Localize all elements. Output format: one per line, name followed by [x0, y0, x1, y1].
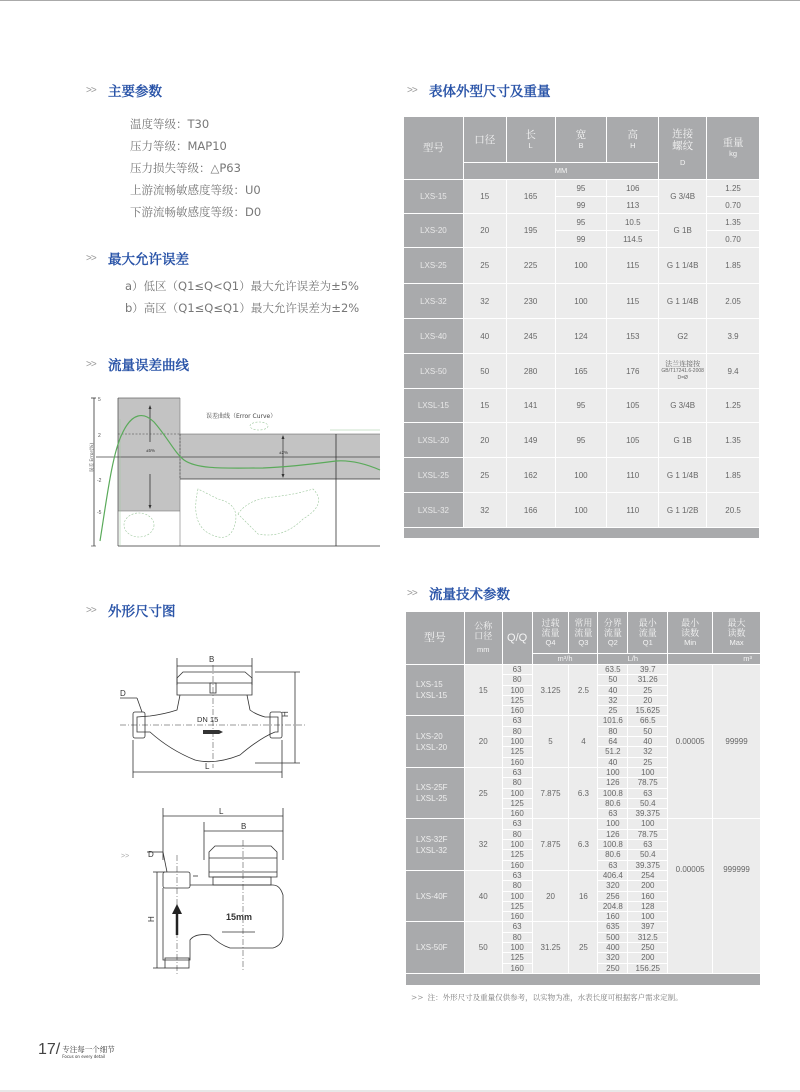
table-cell: 31.26: [628, 675, 668, 685]
table-cell: 99: [555, 197, 607, 214]
table-cell: 80: [502, 881, 532, 891]
table-cell: 78.75: [628, 778, 668, 788]
table-cell: 80: [502, 829, 532, 839]
table-cell: 1.85: [707, 458, 760, 493]
table-cell: 50: [628, 726, 668, 736]
table-cell: LXS-20: [404, 214, 464, 248]
header-thread: 连接螺纹 D: [659, 117, 707, 180]
table-cell: 100: [502, 737, 532, 747]
table-cell: 63: [628, 840, 668, 850]
table-cell: 80: [502, 932, 532, 942]
table-row: [404, 458, 760, 493]
param-item: 压力等级：MAP10: [130, 139, 227, 153]
table-cell: 100: [502, 685, 532, 695]
table-cell: 125: [502, 695, 532, 705]
table-cell: 160: [628, 891, 668, 901]
table-cell: 15: [464, 665, 502, 716]
table-cell: 397: [628, 922, 668, 932]
table-cell: 0.00005: [668, 665, 713, 819]
chevron-icon: >>: [407, 84, 417, 96]
table-cell: 162: [506, 458, 555, 493]
table-cell: 63: [502, 870, 532, 880]
table-cell: 125: [502, 798, 532, 808]
table-cell: 39.375: [628, 860, 668, 870]
table-cell: 110: [607, 493, 659, 528]
table-cell: 80.6: [598, 798, 628, 808]
table-cell: 99999: [713, 665, 761, 819]
section-error-curve: [86, 354, 189, 374]
svg-text:误差 Error(%): 误差 Error(%): [90, 442, 95, 472]
table-cell: 0.70: [707, 197, 760, 214]
footnote-text: 注：外形尺寸及重量仅供参考，以实物为准，水表长度可根据客户需求定制。: [427, 993, 683, 1002]
slogan: 专注每一个细节 Focus on every detail: [62, 1045, 115, 1059]
table-cell: G 1 1/4B: [659, 284, 707, 319]
flow-params-table: [405, 611, 761, 986]
table-cell: 25: [598, 706, 628, 716]
table-cell: 153: [607, 319, 659, 354]
table-cell: 40: [464, 870, 502, 921]
svg-text:H: H: [147, 916, 156, 922]
section-title: 流量误差曲线: [108, 358, 189, 374]
table-cell: 法兰连接按 GB/T17241.6-2008 D=Ø: [659, 354, 707, 389]
table-cell: 160: [502, 809, 532, 819]
table-row: [404, 319, 760, 354]
table-row: [406, 665, 761, 675]
table-cell: 254: [628, 870, 668, 880]
section-title: 主要参数: [108, 84, 162, 100]
dimensions-table: [403, 116, 760, 539]
table-cell: 126: [598, 829, 628, 839]
table-cell: 256: [598, 891, 628, 901]
table-cell: 50: [463, 354, 506, 389]
table-cell: 160: [502, 757, 532, 767]
table-cell: 126: [598, 778, 628, 788]
table-cell: 245: [506, 319, 555, 354]
svg-text:-2: -2: [97, 478, 102, 484]
table-cell: LXS-20 LXSL-20: [406, 716, 465, 767]
table-cell: 63: [598, 860, 628, 870]
table-cell: 20.5: [707, 493, 760, 528]
table-cell: 100: [598, 819, 628, 829]
svg-text:B: B: [241, 822, 247, 831]
table-cell: LXS-32F LXSL-32: [406, 819, 465, 870]
table-row: [404, 248, 760, 284]
svg-text:误差曲线（Error Curve）: 误差曲线（Error Curve）: [206, 413, 277, 420]
header-q1: 最小流量 Q1: [628, 612, 668, 654]
header-bore: 公称口径 mm: [464, 612, 502, 665]
table-row: [406, 819, 761, 829]
chevron-icon: >>: [86, 252, 96, 264]
table-cell: 114.5: [607, 231, 659, 248]
header-mm-unit: MM: [463, 163, 658, 180]
chevron-icon: >>: [407, 587, 417, 599]
table-cell: 113: [607, 197, 659, 214]
table-cell: 9.4: [707, 354, 760, 389]
table-cell: 0.70: [707, 231, 760, 248]
table-cell: LXS-50: [404, 354, 464, 389]
svg-text:2: 2: [98, 433, 101, 439]
table-cell: 320: [598, 953, 628, 963]
table-cell: 204.8: [598, 901, 628, 911]
header-bore: 口径: [463, 117, 506, 163]
table-cell: 63.5: [598, 665, 628, 675]
table-cell: 100: [598, 767, 628, 777]
table-cell: 39.375: [628, 809, 668, 819]
table-cell: 20: [628, 695, 668, 705]
chevron-icon: >>: [86, 84, 96, 96]
table-cell: 80: [502, 778, 532, 788]
table-cell: 115: [607, 284, 659, 319]
table-cell: 1.35: [707, 423, 760, 458]
header-model: 型号: [406, 612, 465, 665]
table-cell: LXS-15: [404, 180, 464, 214]
section-dimensions: [407, 80, 551, 100]
table-footer-bar: [406, 973, 761, 985]
table-cell: 165: [506, 180, 555, 214]
svg-text:D: D: [120, 689, 126, 698]
table-cell: 125: [502, 901, 532, 911]
table-footer-bar: [404, 528, 760, 539]
table-cell: 39.7: [628, 665, 668, 675]
table-cell: 25: [628, 685, 668, 695]
svg-text:>>: >>: [121, 853, 130, 860]
header-model: 型号: [404, 117, 464, 180]
table-cell: 20: [463, 214, 506, 248]
table-cell: 406.4: [598, 870, 628, 880]
table-cell: LXSL-15: [404, 389, 464, 423]
error-curve-svg: [88, 394, 388, 549]
table-cell: G 3/4B: [659, 389, 707, 423]
header-width: 宽 B: [555, 117, 607, 163]
table-cell: 7.875: [532, 767, 569, 818]
table-cell: LXS-40F: [406, 870, 465, 921]
section-flow-params: [407, 583, 510, 603]
table-cell: LXSL-32: [404, 493, 464, 528]
svg-text:±2%: ±2%: [279, 450, 288, 455]
table-cell: 95: [555, 214, 607, 231]
table-cell: 95: [555, 389, 607, 423]
header-weight: 重量 kg: [707, 117, 760, 180]
table-cell: LXS-40: [404, 319, 464, 354]
table-cell: 160: [502, 860, 532, 870]
table-cell: 99: [555, 231, 607, 248]
svg-text:D: D: [148, 850, 154, 859]
table-cell: 63: [502, 922, 532, 932]
table-cell: 100: [555, 458, 607, 493]
table-cell: 156.25: [628, 963, 668, 973]
table-cell: 95: [555, 180, 607, 197]
low-zone-band: [118, 398, 180, 511]
table-cell: 63: [502, 819, 532, 829]
table-cell: G 1 1/2B: [659, 493, 707, 528]
table-cell: 32: [464, 819, 502, 870]
table-cell: 78.75: [628, 829, 668, 839]
table-cell: 25: [464, 767, 502, 818]
svg-text:L: L: [205, 762, 210, 771]
table-cell: 100: [555, 284, 607, 319]
header-q4: 过载流量 Q4: [532, 612, 569, 654]
table-cell: 999999: [713, 819, 761, 973]
table-cell: 100.8: [598, 788, 628, 798]
svg-text:-5: -5: [97, 510, 102, 516]
table-cell: 63: [502, 767, 532, 777]
header-q3: 常用流量 Q3: [569, 612, 598, 654]
table-cell: G 1B: [659, 423, 707, 458]
table-cell: 106: [607, 180, 659, 197]
table-cell: 110: [607, 458, 659, 493]
table-cell: 124: [555, 319, 607, 354]
table-cell: 1.25: [707, 389, 760, 423]
section-title: 最大允许误差: [108, 252, 189, 268]
table-cell: 100: [628, 767, 668, 777]
table-cell: 128: [628, 901, 668, 911]
param-item: 下游流畅敏感度等级：D0: [130, 205, 262, 219]
table-cell: 16: [569, 870, 598, 921]
table-cell: 1.85: [707, 248, 760, 284]
table-cell: 31.25: [532, 922, 569, 973]
param-item: 上游流畅敏感度等级：U0: [130, 183, 261, 197]
table-cell: 1.35: [707, 214, 760, 231]
error-item: b）高区（Q1≤Q≤Q1）最大允许误差为±2%: [125, 301, 360, 315]
table-cell: G 1B: [659, 214, 707, 248]
header-ratio: Q/Q: [502, 612, 532, 665]
table-cell: LXSL-20: [404, 423, 464, 458]
table-cell: 100: [502, 840, 532, 850]
svg-text:B: B: [209, 655, 215, 664]
table-cell: 100: [628, 912, 668, 922]
section-max-error: [86, 248, 189, 268]
table-cell: LXS-15 LXSL-15: [406, 665, 465, 716]
table-cell: 20: [463, 423, 506, 458]
svg-text:5: 5: [98, 397, 101, 403]
header-min: 最小读数 Min: [668, 612, 713, 654]
table-cell: 100: [502, 891, 532, 901]
table-cell: 500: [598, 932, 628, 942]
table-cell: 50.4: [628, 798, 668, 808]
table-cell: 160: [502, 912, 532, 922]
main-params-list: [130, 113, 261, 223]
table-cell: 125: [502, 747, 532, 757]
header-max: 最大读数 Max: [713, 612, 761, 654]
table-cell: 10.5: [607, 214, 659, 231]
table-cell: 2.05: [707, 284, 760, 319]
table-cell: 40: [463, 319, 506, 354]
table-cell: 3.125: [532, 665, 569, 716]
table-cell: G 1 1/4B: [659, 248, 707, 284]
table-cell: 250: [598, 963, 628, 973]
table-row: [404, 284, 760, 319]
chevron-icon: >>: [86, 604, 96, 616]
table-cell: 95: [555, 423, 607, 458]
table-cell: 200: [628, 881, 668, 891]
table-cell: 15: [463, 389, 506, 423]
table-cell: 165: [555, 354, 607, 389]
table-cell: 25: [463, 458, 506, 493]
table-cell: 166: [506, 493, 555, 528]
top-rule: [0, 0, 800, 1]
table-cell: 66.5: [628, 716, 668, 726]
table-cell: 312.5: [628, 932, 668, 942]
section-main-params: [86, 80, 162, 100]
outline-drawing-vertical: [115, 800, 315, 975]
page-number: 17/: [38, 1041, 61, 1058]
header-unit-m3: m³: [668, 654, 761, 665]
footnote: [411, 992, 683, 1003]
table-cell: 160: [502, 963, 532, 973]
table-cell: 100: [555, 248, 607, 284]
table-cell: 50: [464, 922, 502, 973]
table-cell: 15: [463, 180, 506, 214]
table-row: [404, 493, 760, 528]
table-cell: 105: [607, 423, 659, 458]
table-cell: 20: [532, 870, 569, 921]
page-footer: [38, 1041, 115, 1059]
table-cell: 100: [502, 943, 532, 953]
table-row: [404, 354, 760, 389]
table-cell: 200: [628, 953, 668, 963]
table-cell: 63: [502, 716, 532, 726]
table-cell: 400: [598, 943, 628, 953]
table-cell: 225: [506, 248, 555, 284]
svg-text:L: L: [219, 807, 224, 816]
table-cell: 40: [598, 685, 628, 695]
table-cell: 32: [463, 493, 506, 528]
table-cell: 2.5: [569, 665, 598, 716]
table-cell: 32: [463, 284, 506, 319]
table-cell: 115: [607, 248, 659, 284]
outline-drawing-horizontal: [115, 650, 315, 780]
svg-text:15mm: 15mm: [226, 912, 253, 922]
table-cell: 105: [607, 389, 659, 423]
table-cell: 125: [502, 850, 532, 860]
table-cell: G 1 1/4B: [659, 458, 707, 493]
table-cell: G2: [659, 319, 707, 354]
header-height: 高 H: [607, 117, 659, 163]
table-cell: 0.00005: [668, 819, 713, 973]
table-cell: 6.3: [569, 819, 598, 870]
section-title: 流量技术参数: [429, 587, 510, 603]
table-cell: 15.625: [628, 706, 668, 716]
table-cell: LXS-32: [404, 284, 464, 319]
header-unit-lh: L/h: [598, 654, 668, 665]
svg-text:H: H: [281, 711, 290, 717]
table-cell: 125: [502, 953, 532, 963]
table-cell: 6.3: [569, 767, 598, 818]
table-cell: 25: [569, 922, 598, 973]
table-cell: LXS-25F LXSL-25: [406, 767, 465, 818]
table-cell: 149: [506, 423, 555, 458]
table-cell: 63: [598, 809, 628, 819]
table-cell: 5: [532, 716, 569, 767]
table-cell: 100.8: [598, 840, 628, 850]
table-cell: 80.6: [598, 850, 628, 860]
table-cell: 25: [628, 757, 668, 767]
table-cell: 635: [598, 922, 628, 932]
table-cell: 100: [628, 819, 668, 829]
table-cell: 64: [598, 737, 628, 747]
table-cell: 80: [502, 675, 532, 685]
table-cell: 51.2: [598, 747, 628, 757]
section-title: 外形尺寸图: [108, 604, 176, 620]
header-length: 长 L: [506, 117, 555, 163]
table-cell: 160: [598, 912, 628, 922]
table-row: [404, 180, 760, 197]
section-title: 表体外型尺寸及重量: [429, 84, 551, 100]
table-row: [404, 214, 760, 231]
table-cell: 32: [598, 695, 628, 705]
chevron-icon: >>: [86, 358, 96, 370]
table-cell: LXSL-25: [404, 458, 464, 493]
table-cell: 25: [463, 248, 506, 284]
table-row: [404, 389, 760, 423]
table-cell: 32: [628, 747, 668, 757]
table-cell: 40: [628, 737, 668, 747]
table-cell: G 3/4B: [659, 180, 707, 214]
table-cell: 40: [598, 757, 628, 767]
table-cell: 1.25: [707, 180, 760, 197]
table-cell: 160: [502, 706, 532, 716]
table-cell: 176: [607, 354, 659, 389]
table-cell: LXS-25: [404, 248, 464, 284]
table-cell: 320: [598, 881, 628, 891]
table-cell: 100: [502, 788, 532, 798]
svg-text:±5%: ±5%: [146, 448, 155, 453]
svg-text:DN 15: DN 15: [197, 715, 219, 724]
table-cell: 280: [506, 354, 555, 389]
table-row: [404, 423, 760, 458]
table-cell: 20: [464, 716, 502, 767]
chevron-icon: >>: [411, 993, 424, 1002]
table-cell: 50: [598, 675, 628, 685]
table-cell: 80: [502, 726, 532, 736]
table-cell: 250: [628, 943, 668, 953]
table-cell: 230: [506, 284, 555, 319]
table-cell: 195: [506, 214, 555, 248]
table-cell: 100: [555, 493, 607, 528]
table-cell: 80: [598, 726, 628, 736]
table-cell: 7.875: [532, 819, 569, 870]
header-unit-m3h: m³/h: [532, 654, 598, 665]
error-item: a）低区（Q1≤Q<Q1）最大允许误差为±5%: [125, 279, 359, 293]
table-cell: LXS-50F: [406, 922, 465, 973]
section-outline: [86, 600, 176, 620]
table-cell: 63: [628, 788, 668, 798]
param-item: 温度等级：T30: [130, 117, 210, 131]
table-cell: 63: [502, 665, 532, 675]
high-zone-band: [180, 434, 380, 479]
param-item: 压力损失等级：△P63: [130, 161, 241, 175]
error-curve-chart: [88, 394, 388, 549]
max-error-list: [125, 275, 359, 319]
header-q2: 分界流量 Q2: [598, 612, 628, 654]
table-cell: 141: [506, 389, 555, 423]
table-cell: 50.4: [628, 850, 668, 860]
table-cell: 101.6: [598, 716, 628, 726]
table-cell: 4: [569, 716, 598, 767]
table-cell: 3.9: [707, 319, 760, 354]
